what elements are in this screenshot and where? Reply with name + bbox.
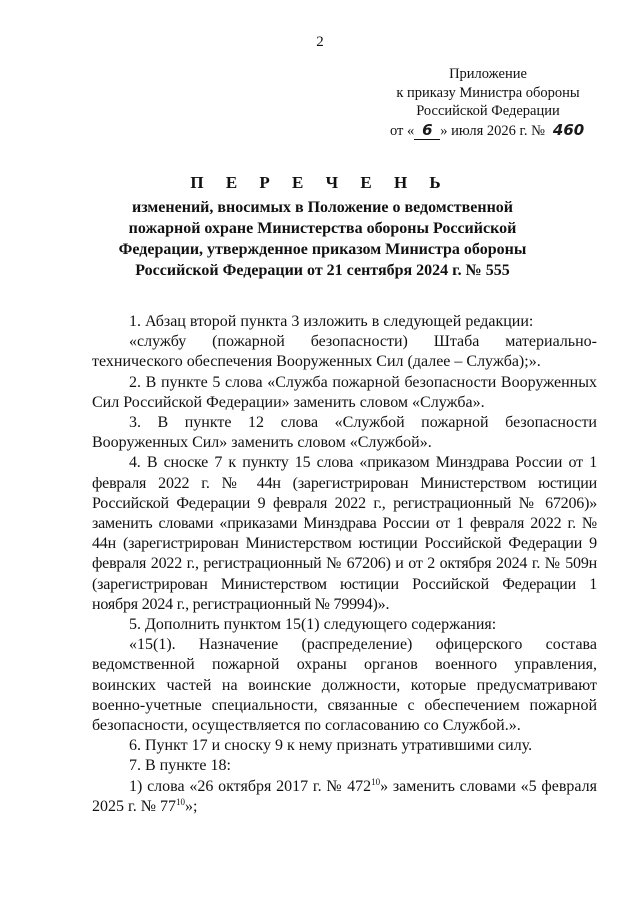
item-7-sub-1-end: »; [185,797,198,815]
document-title: П Е Р Е Ч Е Н Ь [190,173,450,192]
appendix-country: Российской Федерации [416,103,560,119]
appendix-order-ref: к приказу Министра обороны [396,84,580,101]
document-subtitle [100,197,545,281]
item-1-quote: «службу (пожарной безопасности) Штаба материально-технического обеспечения Вооруженных Сил (далее – Служба);». [92,333,597,371]
subtitle-line: Российской Федерации от 21 сентября 2024 г. № 555 [135,262,510,279]
item-5: 5. Дополнить пунктом 15(1) следующего содержания: [129,616,497,634]
item-7-sub-1 [92,777,597,817]
page-number: 2 [316,34,324,50]
appendix-block [390,65,586,140]
subtitle-line: изменений, вносимых в Положение о ведомственной [131,199,514,216]
document-body [92,312,597,817]
item-7: 7. В пункте 18: [129,757,231,775]
appendix-date-line [390,121,586,141]
item-7-sub-1-start: 1) слова «26 октября 2017 г. № 472 [129,777,372,795]
item-6: 6. Пункт 17 и сноску 9 к нему признать утратившими силу. [129,737,533,755]
item-7-sub-1-mid: » заменить словами «5 февраля 2025 г. № 77 [92,777,598,815]
date-suffix: » июля 2026 г. № [440,122,545,139]
item-3: 3. В пункте 12 слова «Службой пожарной безопасности Вооруженных Сил» заменить словом «Службой». [92,414,597,452]
date-prefix: от « [390,122,415,139]
item-4: 4. В сноске 7 к пункту 15 слова «приказом Минздрава России от 1 февраля 2022 г. № 44н (зарегистрирован Министерством юстиции Российской Федерации 9 февраля 2022 г., регистрационный № 67206)» заменить словами «приказами Минздрава России от 1 февраля 2022 г. № 44н (зарегистрирован Министерством юстиции Российской Федерации 9 февраля 2022 г., регистрационный № 67206) и от 2 октября 2024 г. № 509н (зарегистрирован Министерством юстиции Российской Федерации 1 ноября 2024 г., регистрационный № 79994)». [92,454,597,613]
handwritten-order-number: 460 [552,120,585,139]
subtitle-line: пожарной охране Министерства обороны Российской [128,220,517,237]
footnote-ref: 10 [371,776,381,787]
subtitle-line: Федерации, утвержденное приказом Министра обороны [118,241,527,258]
item-5-quote: «15(1). Назначение (распределение) офицерского состава ведомственной пожарной охраны органов военного управления, воинских частей на воинские должности, которые предусматривают военно-учетные специальности, связанные с обеспечением пожарной безопасности, осуществляется по согласованию со Службой.». [92,636,597,735]
appendix-label: Приложение [449,66,527,82]
item-1: 1. Абзац второй пункта 3 изложить в следующей редакции: [129,313,534,330]
footnote-ref: 10 [176,796,186,807]
handwritten-day: 6 [414,121,440,141]
item-2: 2. В пункте 5 слова «Служба пожарной безопасности Вооруженных Сил Российской Федерации» заменить словом «Служба». [92,373,597,411]
